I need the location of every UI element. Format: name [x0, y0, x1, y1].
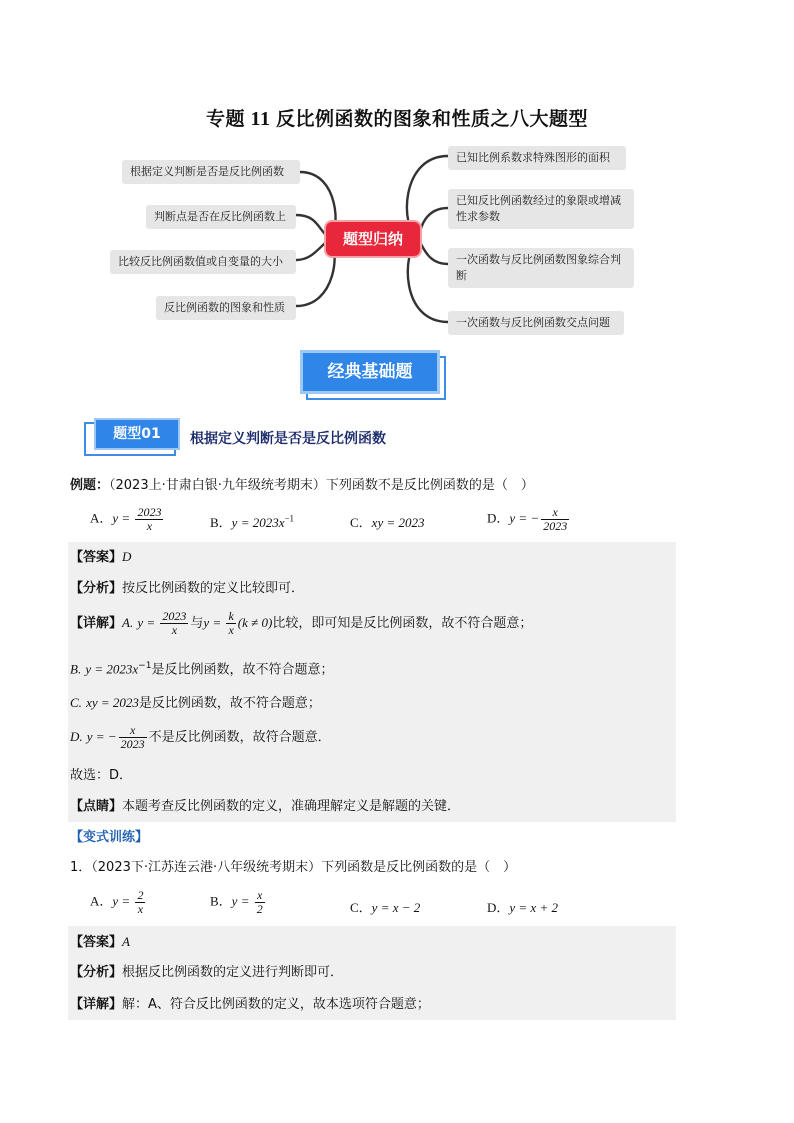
mindmap-center: 题型归纳: [326, 222, 420, 256]
example-detail-a: 【详解】A. y = $\frac{2023}{x}$ 与y = $\frac{k}{x}$ (k ≠ 0)比较，即可知是反比例函数，故不符合题意；: [70, 609, 533, 637]
example-option-c: C．xy = 2023: [350, 515, 425, 530]
mindmap-left-1: 根据定义判断是否是反比例函数: [122, 160, 300, 184]
example-option-a: A．y = $\frac{2023}{x}$: [90, 505, 162, 533]
example-detail-d: D. y = − $\frac{x}{2023}$ 不是反比例函数，故符合题意．: [70, 723, 331, 751]
example-question: 例题：（2023上·甘肃白银·九年级统考期末）下列函数不是反比例函数的是（ ）: [70, 478, 534, 493]
connector-right-3: [418, 239, 448, 264]
connector-left-2: [296, 215, 330, 239]
connector-left-3: [296, 239, 330, 260]
practice-option-c: C．y = x − 2: [350, 900, 421, 915]
example-answer: 【答案】D: [70, 549, 132, 565]
example-choose: 故选：D．: [70, 768, 133, 783]
practice-question-1: 1．（2023下·江苏连云港·八年级统考期末）下列函数是反比例函数的是（ ）: [70, 860, 517, 875]
page-title: 专题 11 反比例函数的图象和性质之八大题型: [206, 108, 588, 130]
question-type-title: 根据定义判断是否是反比例函数: [190, 431, 386, 447]
practice-detail: 【详解】解：A、符合反比例函数的定义，故本选项符合题意；: [70, 997, 430, 1012]
practice-answer: 【答案】A: [70, 934, 130, 950]
mindmap-right-4: 一次函数与反比例函数交点问题: [448, 311, 624, 335]
practice-option-b: B．y = $\frac{x}{2}$: [210, 888, 263, 916]
mindmap-left-3: 比较反比例函数值或自变量的大小: [110, 250, 296, 274]
example-detail-b: B. $y = 2023x^{-1}$是反比例函数，故不符合题意；: [70, 661, 334, 678]
mindmap-connectors: [0, 0, 794, 340]
example-comment: 【点睛】本题考查反比例函数的定义，准确理解定义是解题的关键．: [70, 799, 461, 814]
mindmap-left-4: 反比例函数的图象和性质: [156, 296, 296, 320]
connector-right-2: [418, 208, 448, 239]
example-analysis: 【分析】按反比例函数的定义比较即可．: [70, 581, 305, 596]
example-option-d: D．y = − $\frac{x}{2023}$: [487, 505, 568, 533]
mindmap-right-2: 已知反比例函数经过的象限或增减性求参数: [448, 189, 634, 229]
mindmap-left-2: 判断点是否在反比例函数上: [146, 205, 296, 229]
question-type-tag: 题型01: [90, 418, 185, 456]
practice-option-a: A．y = $\frac{2}{x}$: [90, 888, 144, 916]
example-detail-c: C. xy = 2023是反比例函数，故不符合题意；: [70, 695, 321, 711]
section-banner: 经典基础题: [300, 350, 446, 400]
example-option-b: B．$y = 2023x^{-1}$: [210, 513, 295, 530]
practice-label: 【变式训练】: [70, 830, 149, 845]
practice-option-d: D．y = x + 2: [487, 900, 558, 915]
mindmap-right-3: 一次函数与反比例函数图象综合判断: [448, 248, 634, 288]
practice-analysis: 【分析】根据反比例函数的定义进行判断即可．: [70, 965, 344, 980]
mindmap-right-1: 已知比例系数求特殊图形的面积: [448, 146, 626, 170]
